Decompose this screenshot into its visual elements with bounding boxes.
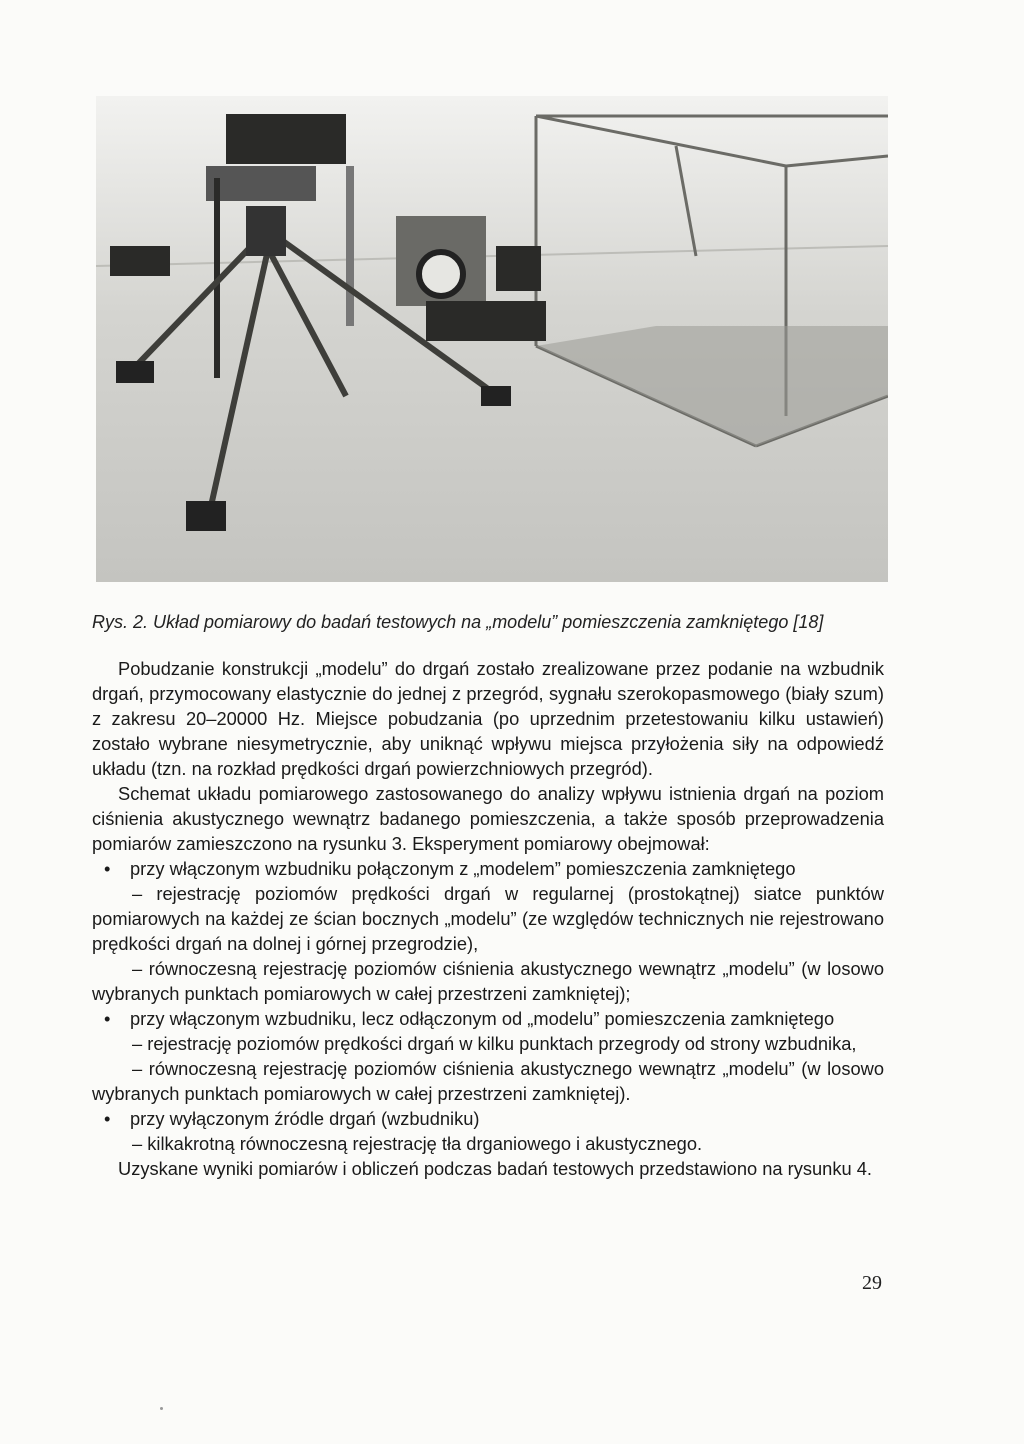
bullet-text: przy włączonym wzbudniku połączonym z „modelem” pomieszczenia zamkniętego [130,858,796,879]
measurement-setup-photo [96,96,888,582]
dash-item-3-1: – kilkakrotną równoczesną rejestrację tła drganiowego i akustycznego. [132,1133,703,1154]
dash-item-2-1: – rejestrację poziomów prędkości drgań w kilku punktach przegrody od strony wzbudnika, [132,1033,857,1054]
bullet-item-3 [92,1106,884,1131]
bullet-text: przy wyłączonym źródle drgań (wzbudniku) [130,1108,480,1129]
paragraph-schema: Schemat układu pomiarowego zastosowanego do analizy wpływu istnienia drgań na poziom ciśnienia akustycznego wewnątrz badanego pomieszczenia, a także sposób przeprowadzenia pomiarów zamieszczono na rysunku 3. Eksperyment pomiarowy obejmował: [92,783,884,854]
bullet-glyph: • [104,1008,111,1029]
bullet-item-1 [92,856,884,881]
paragraph-results: Uzyskane wyniki pomiarów i obliczeń podczas badań testowych przedstawiono na rysunku 4. [118,1158,872,1179]
paragraph-excitation: Pobudzanie konstrukcji „modelu” do drgań zostało zrealizowane przez podanie na wzbudnik drgań, przymocowany elastycznie do jednej z przegród, sygnału szerokopasmowego (biały szum) z zakresu 20–20000 Hz. Miejsce pobudzania (po uprzednim przetestowaniu kilku ustawień) zostało wybrane niesymetrycznie, aby uniknąć wpływu miejsca przyłożenia siły na odpowiedź układu (tzn. na rozkład prędkości drgań powierzchniowych przegród). [92,658,884,779]
photo-illustration [96,96,888,582]
page-number: 29 [862,1272,882,1294]
dash-item-1-2: – równoczesną rejestrację poziomów ciśnienia akustycznego wewnątrz „modelu” (w losowo wybranych punktach pomiarowych w całej przestrzeni zamkniętej); [92,958,884,1004]
dash-item-2-2: – równoczesną rejestrację poziomów ciśnienia akustycznego wewnątrz „modelu” (w losowo wybranych punktach pomiarowych w całej przestrzeni zamkniętej). [92,1058,884,1104]
bullet-glyph: • [104,858,111,879]
dash-item-1-1: – rejestrację poziomów prędkości drgań w regularnej (prostokątnej) siatce punktów pomiarowych na każdej ze ścian bocznych „modelu” (ze względów technicznych nie rejestrowano prędkości drgań na dolnej i górnej przegrodzie), [92,883,884,954]
figure-caption: Rys. 2. Układ pomiarowy do badań testowych na „modelu” pomieszczenia zamkniętego [18] [92,612,824,632]
body-text [92,656,884,1181]
bullet-glyph: • [104,1108,111,1129]
bullet-text: przy włączonym wzbudniku, lecz odłączonym od „modelu” pomieszczenia zamkniętego [130,1008,835,1029]
scan-speck [160,1407,163,1410]
bullet-item-2 [92,1006,884,1031]
